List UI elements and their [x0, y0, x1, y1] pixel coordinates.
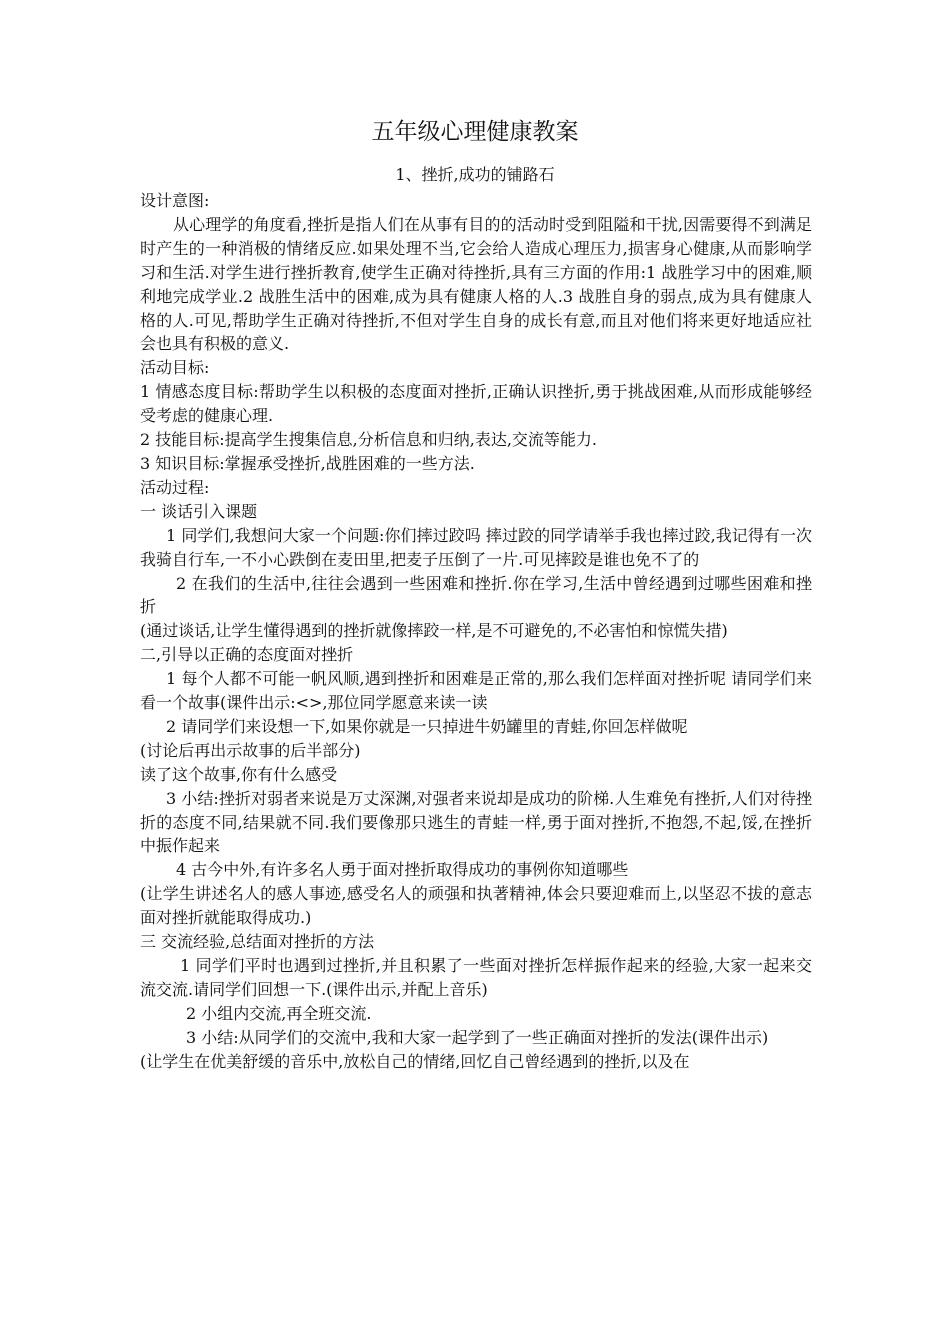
step-2-item-4: 4 古今中外,有许多名人勇于面对挫折取得成功的事例你知道哪些 [176, 860, 629, 880]
section-heading-design-intent: 设计意图: [140, 191, 210, 210]
document-body [140, 189, 812, 1074]
step-3-note: (让学生在优美舒缓的音乐中,放松自己的情绪,回忆自己曾经遇到的挫折,以及在 [140, 1051, 690, 1071]
step-2-item-2: 2 请同学们来设想一下,如果你就是一只掉进牛奶罐里的青蛙,你回怎样做呢 [166, 716, 688, 736]
section-heading-activity-process: 活动过程: [140, 477, 210, 497]
goal-item-knowledge: 3 知识目标:掌握承受挫折,战胜困难的一些方法. [140, 453, 475, 473]
step-1-note: (通过谈话,让学生懂得遇到的挫折就像摔跤一样,是不可避免的,不必害怕和惊慌失措) [140, 621, 728, 641]
goal-item-skill: 2 技能目标:提高学生搜集信息,分析信息和归纳,表达,交流等能力. [140, 430, 598, 450]
step-3-item-3: 3 小结:从同学们的交流中,我和大家一起学到了一些正确面对挫折的发法(课件出示) [186, 1027, 769, 1047]
step-2-note-2: (让学生讲述名人的感人事迹,感受名人的顽强和执著精神,体会只要迎难而上,以坚忍不拔的意志面对挫折就能取得成功.) [140, 884, 812, 928]
step-2-note: (讨论后再出示故事的后半部分) [140, 740, 361, 760]
step-heading-3: 三 交流经验,总结面对挫折的方法 [140, 932, 375, 952]
step-1-item-2: 2 在我们的生活中,往往会遇到一些困难和挫折.你在学习,生活中曾经遇到过哪些困难和挫折 [140, 573, 812, 617]
step-3-item-2: 2 小组内交流,再全班交流. [186, 1003, 372, 1023]
goal-item-emotion: 1 情感态度目标:帮助学生以积极的态度面对挫折,正确认识挫折,勇于挑战困难,从而形成能够经受考虑的健康心理. [140, 382, 812, 426]
step-2-item-1: 1 每个人都不可能一帆风顺,遇到挫折和困难是正常的,那么我们怎样面对挫折呢 请同学们来看一个故事(课件出示:<>,那位同学愿意来读一读 [140, 669, 812, 713]
step-1-item-1: 1 同学们,我想问大家一个问题:你们摔过跤吗 摔过跤的同学请举手我也摔过跤,我记得有一次我骑自行车,一不小心跌倒在麦田里,把麦子压倒了一片.可见摔跤是谁也免不了的 [140, 525, 812, 569]
step-2-item-3: 3 小结:挫折对弱者来说是万丈深渊,对强者来说却是成功的阶梯.人生难免有挫折,人们对待挫折的态度不同,结果就不同.我们要像那只逃生的青蛙一样,勇于面对挫折,不抱怨,不起,馁,在挫折中振作起来 [140, 788, 812, 856]
document-subtitle: 1、挫折,成功的铺路石 [395, 165, 555, 184]
section-heading-activity-goals: 活动目标: [140, 358, 210, 378]
paragraph-design-intent: 从心理学的角度看,挫折是指人们在从事有目的的活动时受到阻隘和干扰,因需要得不到满足时产生的一种消极的情绪反应.如果处理不当,它会给人造成心理压力,损害身心健康,从而影响学习和生活.对学生进行挫折教育,使学生正确对待挫折,具有三方面的作用:1 战胜学习中的困难,顺利地完成学业.2 战胜生活中的困难,成为具有健康人格的人.3 战胜自身的弱点,成为具有健康人格的人.可见,帮助学生正确对待挫折,不但对学生自身的成长有意,而且对他们将来更好地适应社会也具有积极的意义. [140, 214, 812, 354]
step-heading-1: 一 谈话引入课题 [140, 501, 258, 521]
step-heading-2: 二,引导以正确的态度面对挫折 [140, 645, 354, 665]
step-2-question: 读了这个故事,你有什么感受 [140, 764, 338, 784]
document-title: 五年级心理健康教案 [371, 119, 579, 145]
step-3-item-1: 1 同学们平时也遇到过挫折,并且积累了一些面对挫折怎样振作起来的经验,大家一起来交流交流.请同学们回想一下.(课件出示,并配上音乐) [140, 956, 812, 999]
